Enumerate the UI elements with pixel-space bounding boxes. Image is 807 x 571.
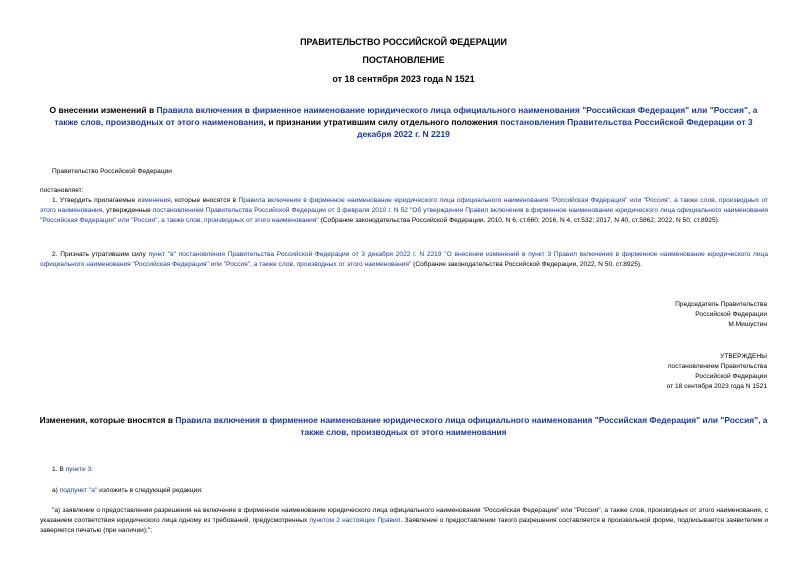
link-subpoint-a[interactable]: подпункт "а"	[59, 487, 98, 494]
signature-position-2: Российской Федерации	[695, 311, 767, 318]
item-1-paragraph: 1. Утвердить прилагаемые изменения, которые вносятся в Правила включения в фирменное наименование юридического лица официального наименования "Российская Федерация" или "Россия", а также слов, производных от этого наименования, утвержденные постановлением Правительства Российской Федерации от 3 февраля 2010 г. N 52 "Об утверждении Правил включения в фирменное наименование юридического лица официального наименования "Российская Федерация" или "Россия", а также слов, производных от этого наименования" (Собрание законодательства Российской Федерации, 2010, N 6, ст.660; 2016, N 4, ст.532; 2017, N 40, ст.5862; 2022, N 50, ст.8925).	[40, 197, 768, 224]
signature-block	[675, 300, 767, 330]
government-label: Правительство Российской Федерации	[52, 168, 172, 175]
signature-position: Председатель Правительства	[675, 301, 767, 308]
link-resolution-52[interactable]: постановлением Правительства Российской Федерации от 3 февраля 2010 г. N 52 "Об утверждении Правил включения в фирменное наименование юридического лица официального наименования "Российская Федерация" или "Россия", а также слов, производных от этого наименования"	[40, 207, 768, 224]
link-point-3[interactable]: пункте 3	[65, 466, 92, 473]
document-title	[40, 104, 767, 140]
approved-title: УТВЕРЖДЕНЫ	[720, 353, 767, 360]
title-text: О внесении изменений в	[49, 105, 157, 115]
title-link-resolution[interactable]: постановления Правительства Российской Федерации от 3 декабря 2022 г. N 2219	[357, 117, 753, 139]
org-name: ПРАВИТЕЛЬСТВО РОССИЙСКОЙ ФЕДЕРАЦИИ	[300, 37, 507, 47]
link-resolution-2219[interactable]: пункт "в" постановления Правительства Российской Федерации от 3 декабря 2022 г. N 2219 "О внесении изменений в пункт 3 Правил включения в фирменное наименование юридического лица официального наименования "Российская Федерация" или "Россия", а также слов, производных от этого наименования"	[40, 251, 768, 268]
changes-heading-link[interactable]: Правила включения в фирменное наименование юридического лица официального наименования "Российская Федерация" или "Россия", а также слов, производных от этого наименования	[175, 415, 768, 437]
change-subitem-a: а) подпункт "а" изложить в следующей редакции:	[52, 487, 203, 494]
doc-date-number: от 18 сентября 2023 года N 1521	[332, 74, 475, 84]
change-item-1: 1. В пункте 3:	[52, 466, 93, 473]
approved-block: УТВЕРЖДЕНЫ постановлением Правительства Российской Федерации от 18 сентября 2023 года N 1521	[666, 353, 767, 390]
title-text-2: , и признании утратившим силу отдельного положения	[263, 117, 501, 127]
link-rules[interactable]: Правила включения в фирменное наименование юридического лица официального наименования "Российская Федерация" или "Россия", а также слов, производных от этого наименования	[40, 197, 768, 214]
title-link-rules[interactable]: Правила включения в фирменное наименование юридического лица официального наименования "Российская Федерация" или "Россия", а также слов, производных от этого наименования	[54, 105, 758, 127]
quoted-paragraph: "а) заявление о предоставлении разрешения на включение в фирменное наименование юридического лица официального наименования "Российская Федерация" или "Россия", а также слов, производных от этого наименования, с указанием соответствия юридического лица одному из требований, предусмотренных пунктом 2 настоящих Правил. Заявление о предоставлении такого разрешения составляется в произвольной форме, подписывается заявителем и заверяется печатью (при наличии);";	[40, 507, 769, 534]
approved-date: от 18 сентября 2023 года N 1521	[666, 383, 767, 390]
changes-heading: Изменения, которые вносятся в Правила включения в фирменное наименование юридического лица официального наименования "Российская Федерация" или "Россия", а также слов, производных от этого наименования	[39, 415, 768, 437]
link-point-2[interactable]: пунктом 2 настоящих Правил	[309, 517, 401, 524]
signature-name: М.Мишустин	[728, 321, 767, 328]
resolves-label: постановляет:	[40, 187, 84, 194]
doc-type: ПОСТАНОВЛЕНИЕ	[362, 55, 445, 65]
item-2-paragraph: 2. Признать утратившим силу пункт "в" постановления Правительства Российской Федерации от 3 декабря 2022 г. N 2219 "О внесении изменений в пункт 3 Правил включения в фирменное наименование юридического лица официального наименования "Российская Федерация" или "Россия", а также слов, производных от этого наименования" (Собрание законодательства Российской Федерации, 2022, N 50, ст.8925).	[40, 251, 768, 268]
link-changes[interactable]: изменения	[137, 197, 171, 204]
